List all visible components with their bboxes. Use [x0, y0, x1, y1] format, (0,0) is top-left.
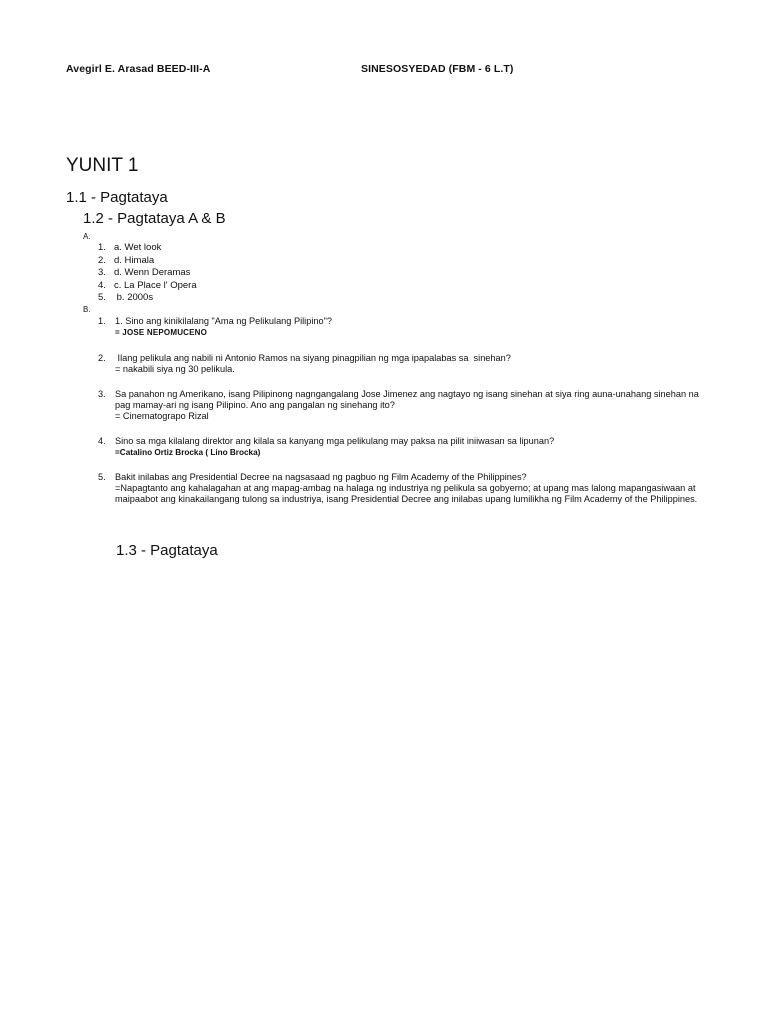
list-item	[98, 255, 197, 268]
item-answer: b. 2000s	[114, 292, 154, 303]
answer-text: = nakabili siya ng 30 pelikula.	[115, 364, 235, 374]
question-item-5	[98, 472, 710, 505]
part-a-list	[98, 242, 197, 305]
part-b-label: B.	[83, 305, 91, 314]
section-1-1-heading: 1.1 - Pagtataya	[66, 189, 168, 206]
unit-title: YUNIT 1	[66, 155, 139, 176]
question-item-3	[98, 389, 710, 422]
answer-text: =Catalino Ortiz Brocka ( Lino Brocka)	[115, 448, 261, 457]
answer-text: =Napagtanto ang kahalagahan at ang mapag-ambag na halaga ng industriya ng pelikula sa gobyerno; at upang mas lalong mapangasiwaan at maipaabot ang kinakailangang tulong sa industriya, isang Presidential Decree ang inilabas upang lumilikha ng Film Academy of the Philippines.	[115, 483, 698, 504]
item-answer: a. Wet look	[114, 242, 162, 253]
question-number: 2.	[98, 353, 106, 363]
item-number: 5.	[98, 292, 106, 303]
item-answer: d. Wenn Deramas	[114, 267, 191, 278]
question-number: 5.	[98, 472, 106, 482]
question-text: 1. Sino ang kinikilalang "Ama ng Pelikulang Pilipino"?	[115, 316, 332, 326]
answer-text: = JOSE NEPOMUCENO	[115, 328, 208, 337]
question-number: 4.	[98, 436, 106, 446]
item-number: 4.	[98, 279, 106, 291]
question-item-1	[98, 316, 710, 338]
question-text: Bakit inilabas ang Presidential Decree na nagsasaad ng pagbuo ng Film Academy of the Philippines?	[115, 472, 527, 482]
list-item	[98, 242, 197, 255]
item-answer: c. La Place l' Opera	[114, 279, 197, 291]
item-number: 1.	[98, 242, 106, 253]
question-item-4	[98, 436, 710, 458]
item-answer: d. Himala	[114, 254, 155, 266]
list-item	[98, 267, 197, 280]
list-item	[98, 292, 197, 305]
part-a-label: A.	[83, 232, 91, 241]
section-1-2-heading: 1.2 - Pagtataya A & B	[83, 210, 226, 227]
question-text: Ilang pelikula ang nabili ni Antonio Ramos na siyang pinagpilian ng mga ipapalabas sa sinehan?	[115, 353, 511, 363]
question-number: 3.	[98, 389, 106, 399]
question-number: 1.	[98, 316, 106, 326]
question-text: Sa panahon ng Amerikano, isang Pilipinong nagngangalang Jose Jimenez ang nagtayo ng isang sinehan at siya ring auna-unahang sinehan na pag mamay-ari ng isang Pilipino. Ano ang pangalan ng sinehang ito?	[115, 389, 699, 410]
answer-text: = Cinematograpo Rizal	[115, 411, 209, 421]
item-number: 2.	[98, 254, 106, 266]
item-number: 3.	[98, 267, 106, 278]
question-item-2	[98, 353, 710, 375]
question-text: Sino sa mga kilalang direktor ang kilala sa kanyang mga pelikulang may paksa na pilit iniiwasan sa lipunan?	[115, 436, 555, 446]
author-line: Avegirl E. Arasad BEED-III-A	[66, 63, 211, 75]
course-line: SINESOSYEDAD (FBM - 6 L.T)	[361, 63, 514, 75]
list-item	[98, 280, 197, 293]
section-1-3-heading: 1.3 - Pagtataya	[116, 542, 218, 559]
